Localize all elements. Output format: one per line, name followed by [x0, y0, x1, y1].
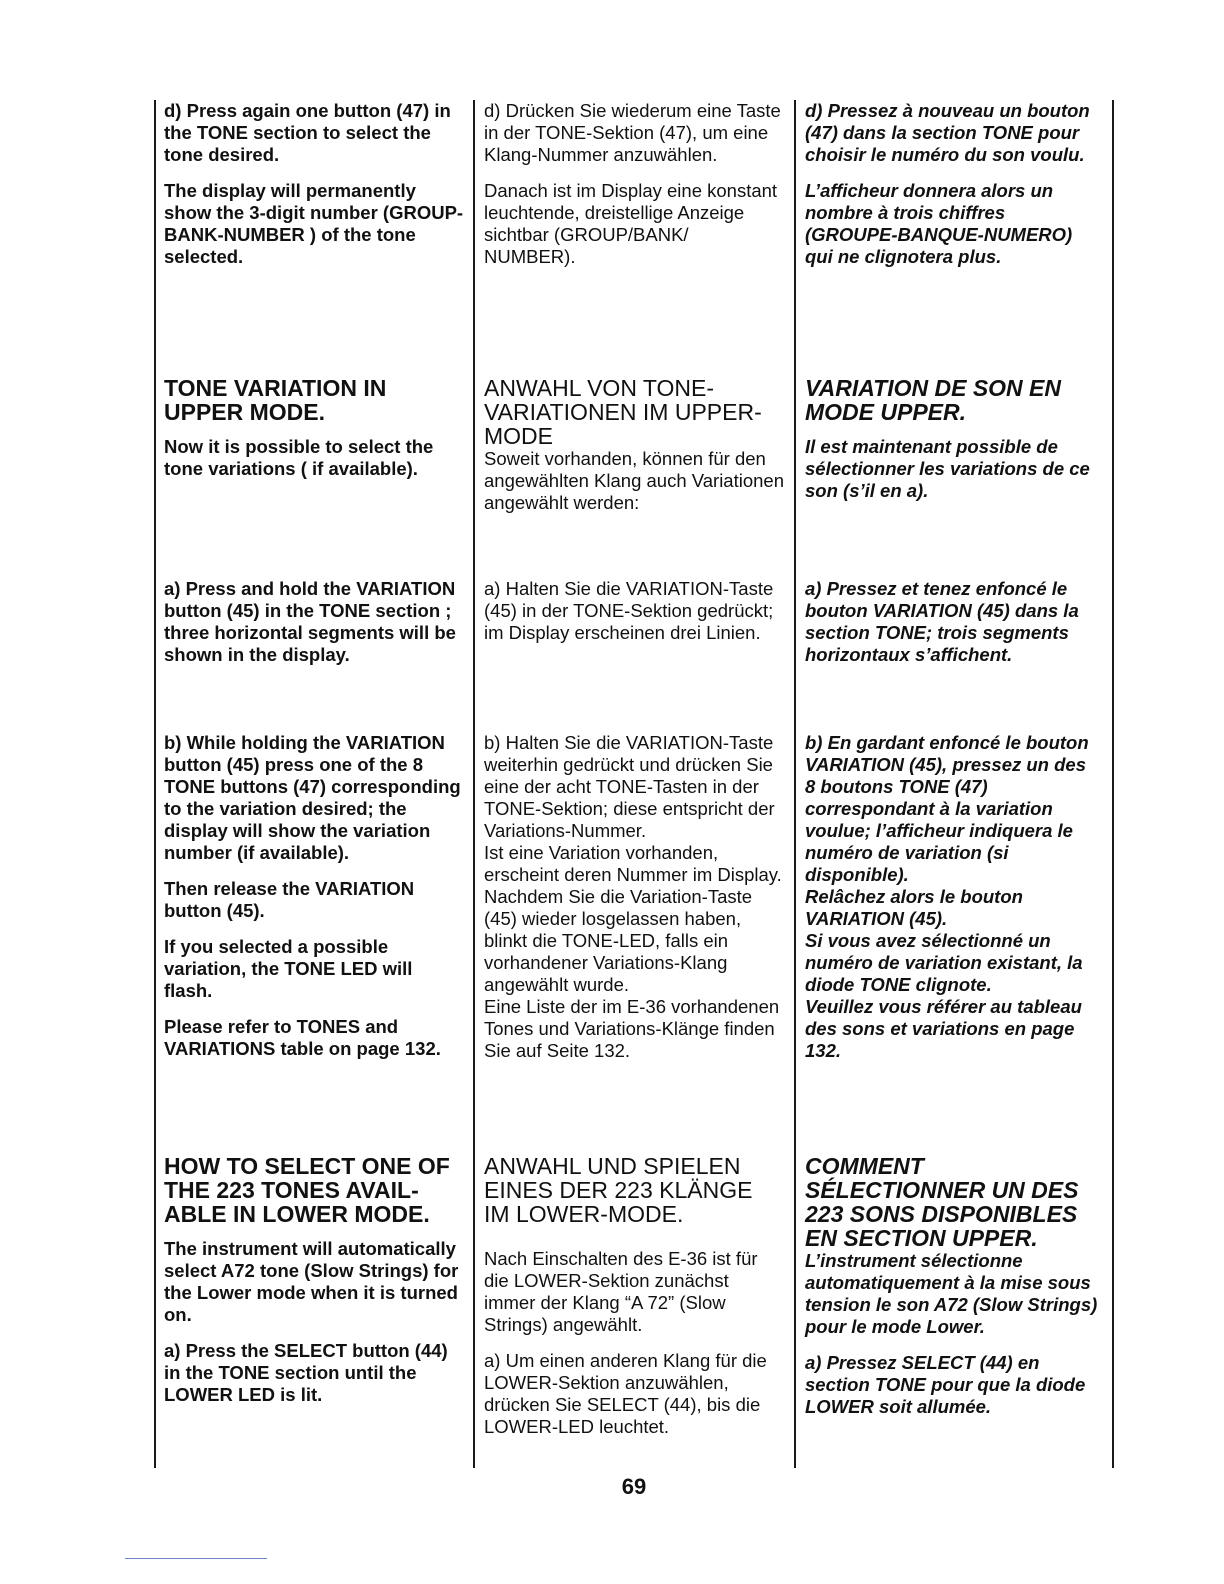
de-select-step: a) Um einen anderen Klang für die LOWER-Sektion anzuwählen, drücken Sie SELECT (44), bis die LOWER-LED leuchtet. — [484, 1350, 767, 1437]
en-step-a: a) Press and hold the VARIATION button (45) in the TONE section ; three horizontal segments will be shown in the display. — [164, 578, 456, 665]
en-flash-note: If you selected a possible variation, the TONE LED will flash. — [164, 936, 413, 1001]
fr-flash-note: Si vous avez sélectionné un numéro de variation existant, la diode TONE clignote. — [805, 930, 1083, 995]
fr-display-note: L’afficheur donnera alors un nombre à trois chiffres (GROUPE-BANQUE-NUMERO) qui ne clignotera plus. — [805, 180, 1073, 267]
fr-select-step: a) Pressez SELECT (44) en section TONE pour que la diode LOWER soit allumée. — [805, 1352, 1086, 1417]
en-auto-select: The instrument will automatically select A72 tone (Slow Strings) for the Lower mode when it is turned on. — [164, 1238, 459, 1325]
en-step-b: b) While holding the VARIATION button (45) press one of the 8 TONE buttons (47) corresponding to the variation desired; the display will show the variation number (if available). — [164, 732, 461, 863]
fr-variation-intro: Il est maintenant possible de sélectionner les variations de ce son (s’il en a). — [805, 436, 1090, 501]
column-rule-left — [154, 100, 156, 1468]
de-step-b: b) Halten Sie die VARIATION-Taste weiterhin gedrückt und drücken Sie eine der acht TONE-Tasten in der TONE-Sektion; diese entspricht der Variations-Nummer. — [484, 732, 775, 841]
fr-release-note: Relâchez alors le bouton VARIATION (45). — [805, 886, 1023, 929]
en-display-note: The display will permanently show the 3-digit number (GROUP-BANK-NUMBER ) of the tone selected. — [164, 180, 464, 267]
de-display-note: Danach ist im Display eine konstant leuchtende, dreistellige Anzeige sichtbar (GROUP/BANK/ NUMBER). — [484, 180, 778, 267]
de-led-blink: Nachdem Sie die Variation-Taste (45) wieder losgelassen haben, blinkt die TONE-LED, falls ein vorhandener Variations-Klang angewählt wurde. — [484, 886, 753, 995]
de-variation-intro: Soweit vorhanden, können für den angewählten Klang auch Variationen angewählt werden: — [484, 448, 784, 513]
de-list-note: Eine Liste der im E-36 vorhandenen Tones und Variations-Klänge finden Sie auf Seite 132. — [484, 996, 780, 1061]
fr-heading-variation: VARIATION DE SON EN MODE UPPER. — [805, 375, 1061, 425]
fr-refer-note: Veuillez vous référer au tableau des sons et variations en page 132. — [805, 996, 1082, 1061]
page-number: 69 — [621, 1474, 647, 1499]
en-select-step: a) Press the SELECT button (44) in the TONE section until the LOWER LED is lit. — [164, 1340, 448, 1405]
column-rule-right — [1112, 100, 1114, 1468]
fr-heading-lower: COMMENT SÉLECTIONNER UN DES 223 SONS DISPONIBLES EN SECTION UPPER. — [805, 1153, 1079, 1251]
de-step-d: d) Drücken Sie wiederum eine Taste in der TONE-Sektion (47), um eine Klang-Nummer anzuwählen. — [484, 100, 781, 165]
en-heading-variation: TONE VARIATION IN UPPER MODE. — [164, 375, 387, 425]
fr-step-d: d) Pressez à nouveau un bouton (47) dans la section TONE pour choisir le numéro du son voulu. — [805, 100, 1090, 165]
fr-auto-select: L’instrument sélectionne automatiquement à la mise sous tension le son A72 (Slow Strings) pour le mode Lower. — [805, 1250, 1098, 1337]
column-rule-1 — [473, 100, 475, 1468]
fr-step-a: a) Pressez et tenez enfoncé le bouton VARIATION (45) dans la section TONE; trois segments horizontaux s’affichent. — [805, 578, 1079, 665]
en-refer-note: Please refer to TONES and VARIATIONS table on page 132. — [164, 1016, 441, 1059]
fr-step-b: b) En gardant enfoncé le bouton VARIATION (45), pressez un des 8 boutons TONE (47) correspondant à la variation voulue; l’afficheur indiquera le numéro de variation (si disponible). — [805, 732, 1089, 885]
footer-rule — [125, 1558, 267, 1559]
en-variation-intro: Now it is possible to select the tone variations ( if available). — [164, 436, 434, 479]
de-step-a: a) Halten Sie die VARIATION-Taste (45) in der TONE-Sektion gedrückt; im Display erscheinen drei Linien. — [484, 578, 774, 643]
en-step-d: d) Press again one button (47) in the TONE section to select the tone desired. — [164, 100, 451, 165]
de-auto-select: Nach Einschalten des E-36 ist für die LOWER-Sektion zunächst immer der Klang “A 72” (Slow Strings) angewählt. — [484, 1248, 758, 1335]
en-release-note: Then release the VARIATION button (45). — [164, 878, 415, 921]
column-rule-2 — [794, 100, 796, 1468]
en-heading-lower: HOW TO SELECT ONE OF THE 223 TONES AVAIL-ABLE IN LOWER MODE. — [164, 1153, 450, 1227]
de-heading-variation: ANWAHL VON TONE-VARIATIONEN IM UPPER-MODE — [484, 375, 762, 449]
de-variation-shown: Ist eine Variation vorhanden, erscheint deren Nummer im Display. — [484, 842, 782, 885]
de-heading-lower: ANWAHL UND SPIELEN EINES DER 223 KLÄNGE IM LOWER-MODE. — [484, 1153, 753, 1227]
